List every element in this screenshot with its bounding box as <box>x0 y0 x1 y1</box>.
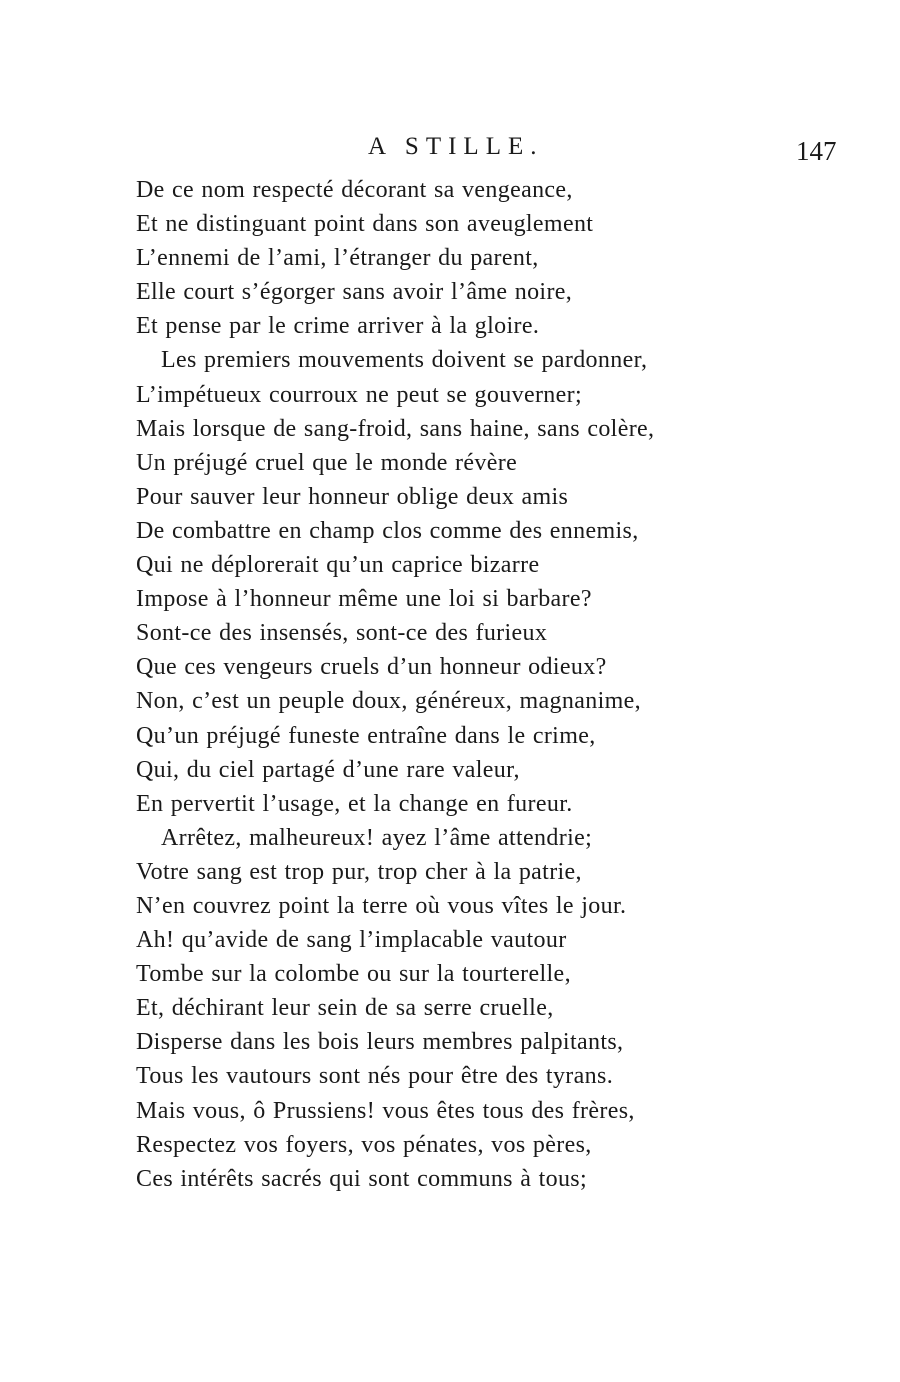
verse-line: Ces intérêts sacrés qui sont communs à tous; <box>136 1165 588 1192</box>
verse-line: Tous les vautours sont nés pour être des tyrans. <box>136 1063 614 1090</box>
page-number: 147 <box>796 136 837 166</box>
verse-line: Que ces vengeurs cruels d’un honneur odieux? <box>136 654 607 681</box>
verse-line: Sont-ce des insensés, sont-ce des furieux <box>136 620 548 647</box>
verse-line: Mais vous, ô Prussiens! vous êtes tous des frères, <box>136 1097 635 1124</box>
running-title: A STILLE. <box>368 133 544 160</box>
verse-line: De ce nom respecté décorant sa vengeance, <box>136 177 573 203</box>
verse-line: Et ne distinguant point dans son aveuglement <box>136 211 594 238</box>
verse-line: Pour sauver leur honneur oblige deux amis <box>136 483 569 510</box>
verse-line: Tombe sur la colombe ou sur la tourterelle, <box>136 961 571 988</box>
verse-line: Un préjugé cruel que le monde révère <box>136 449 518 476</box>
verse-line: Et pense par le crime arriver à la gloire. <box>136 313 540 340</box>
running-head <box>0 128 900 168</box>
verse-line: Les premiers mouvements doivent se pardonner, <box>161 347 648 374</box>
verse-line: Qui, du ciel partagé d’une rare valeur, <box>136 756 520 783</box>
verse-line: Respectez vos foyers, vos pénates, vos pères, <box>136 1131 592 1158</box>
verse-line: Votre sang est trop pur, trop cher à la patrie, <box>136 858 582 885</box>
verse-line: L’impétueux courroux ne peut se gouverner; <box>136 381 583 408</box>
verse-line: Et, déchirant leur sein de sa serre cruelle, <box>136 995 554 1022</box>
verse-line: Qui ne déplorerait qu’un caprice bizarre <box>136 552 540 579</box>
verse-line: N’en couvrez point la terre où vous vîtes le jour. <box>136 892 627 919</box>
verse-line: Disperse dans les bois leurs membres palpitants, <box>136 1029 624 1056</box>
verse-line: Mais lorsque de sang-froid, sans haine, sans colère, <box>136 415 655 442</box>
verse-line: Ah! qu’avide de sang l’implacable vautour <box>136 927 567 954</box>
verse-line: Qu’un préjugé funeste entraîne dans le crime, <box>136 722 596 749</box>
verse-line: Arrêtez, malheureux! ayez l’âme attendrie; <box>161 824 593 851</box>
poem-text <box>136 173 876 1196</box>
verse-line: Impose à l’honneur même une loi si barbare? <box>136 586 592 613</box>
verse-line: Non, c’est un peuple doux, généreux, magnanime, <box>136 688 641 715</box>
verse-line: De combattre en champ clos comme des ennemis, <box>136 517 639 544</box>
verse-line: Elle court s’égorger sans avoir l’âme noire, <box>136 279 573 306</box>
verse-line: En pervertit l’usage, et la change en fureur. <box>136 790 573 817</box>
verse-line: L’ennemi de l’ami, l’étranger du parent, <box>136 245 539 272</box>
